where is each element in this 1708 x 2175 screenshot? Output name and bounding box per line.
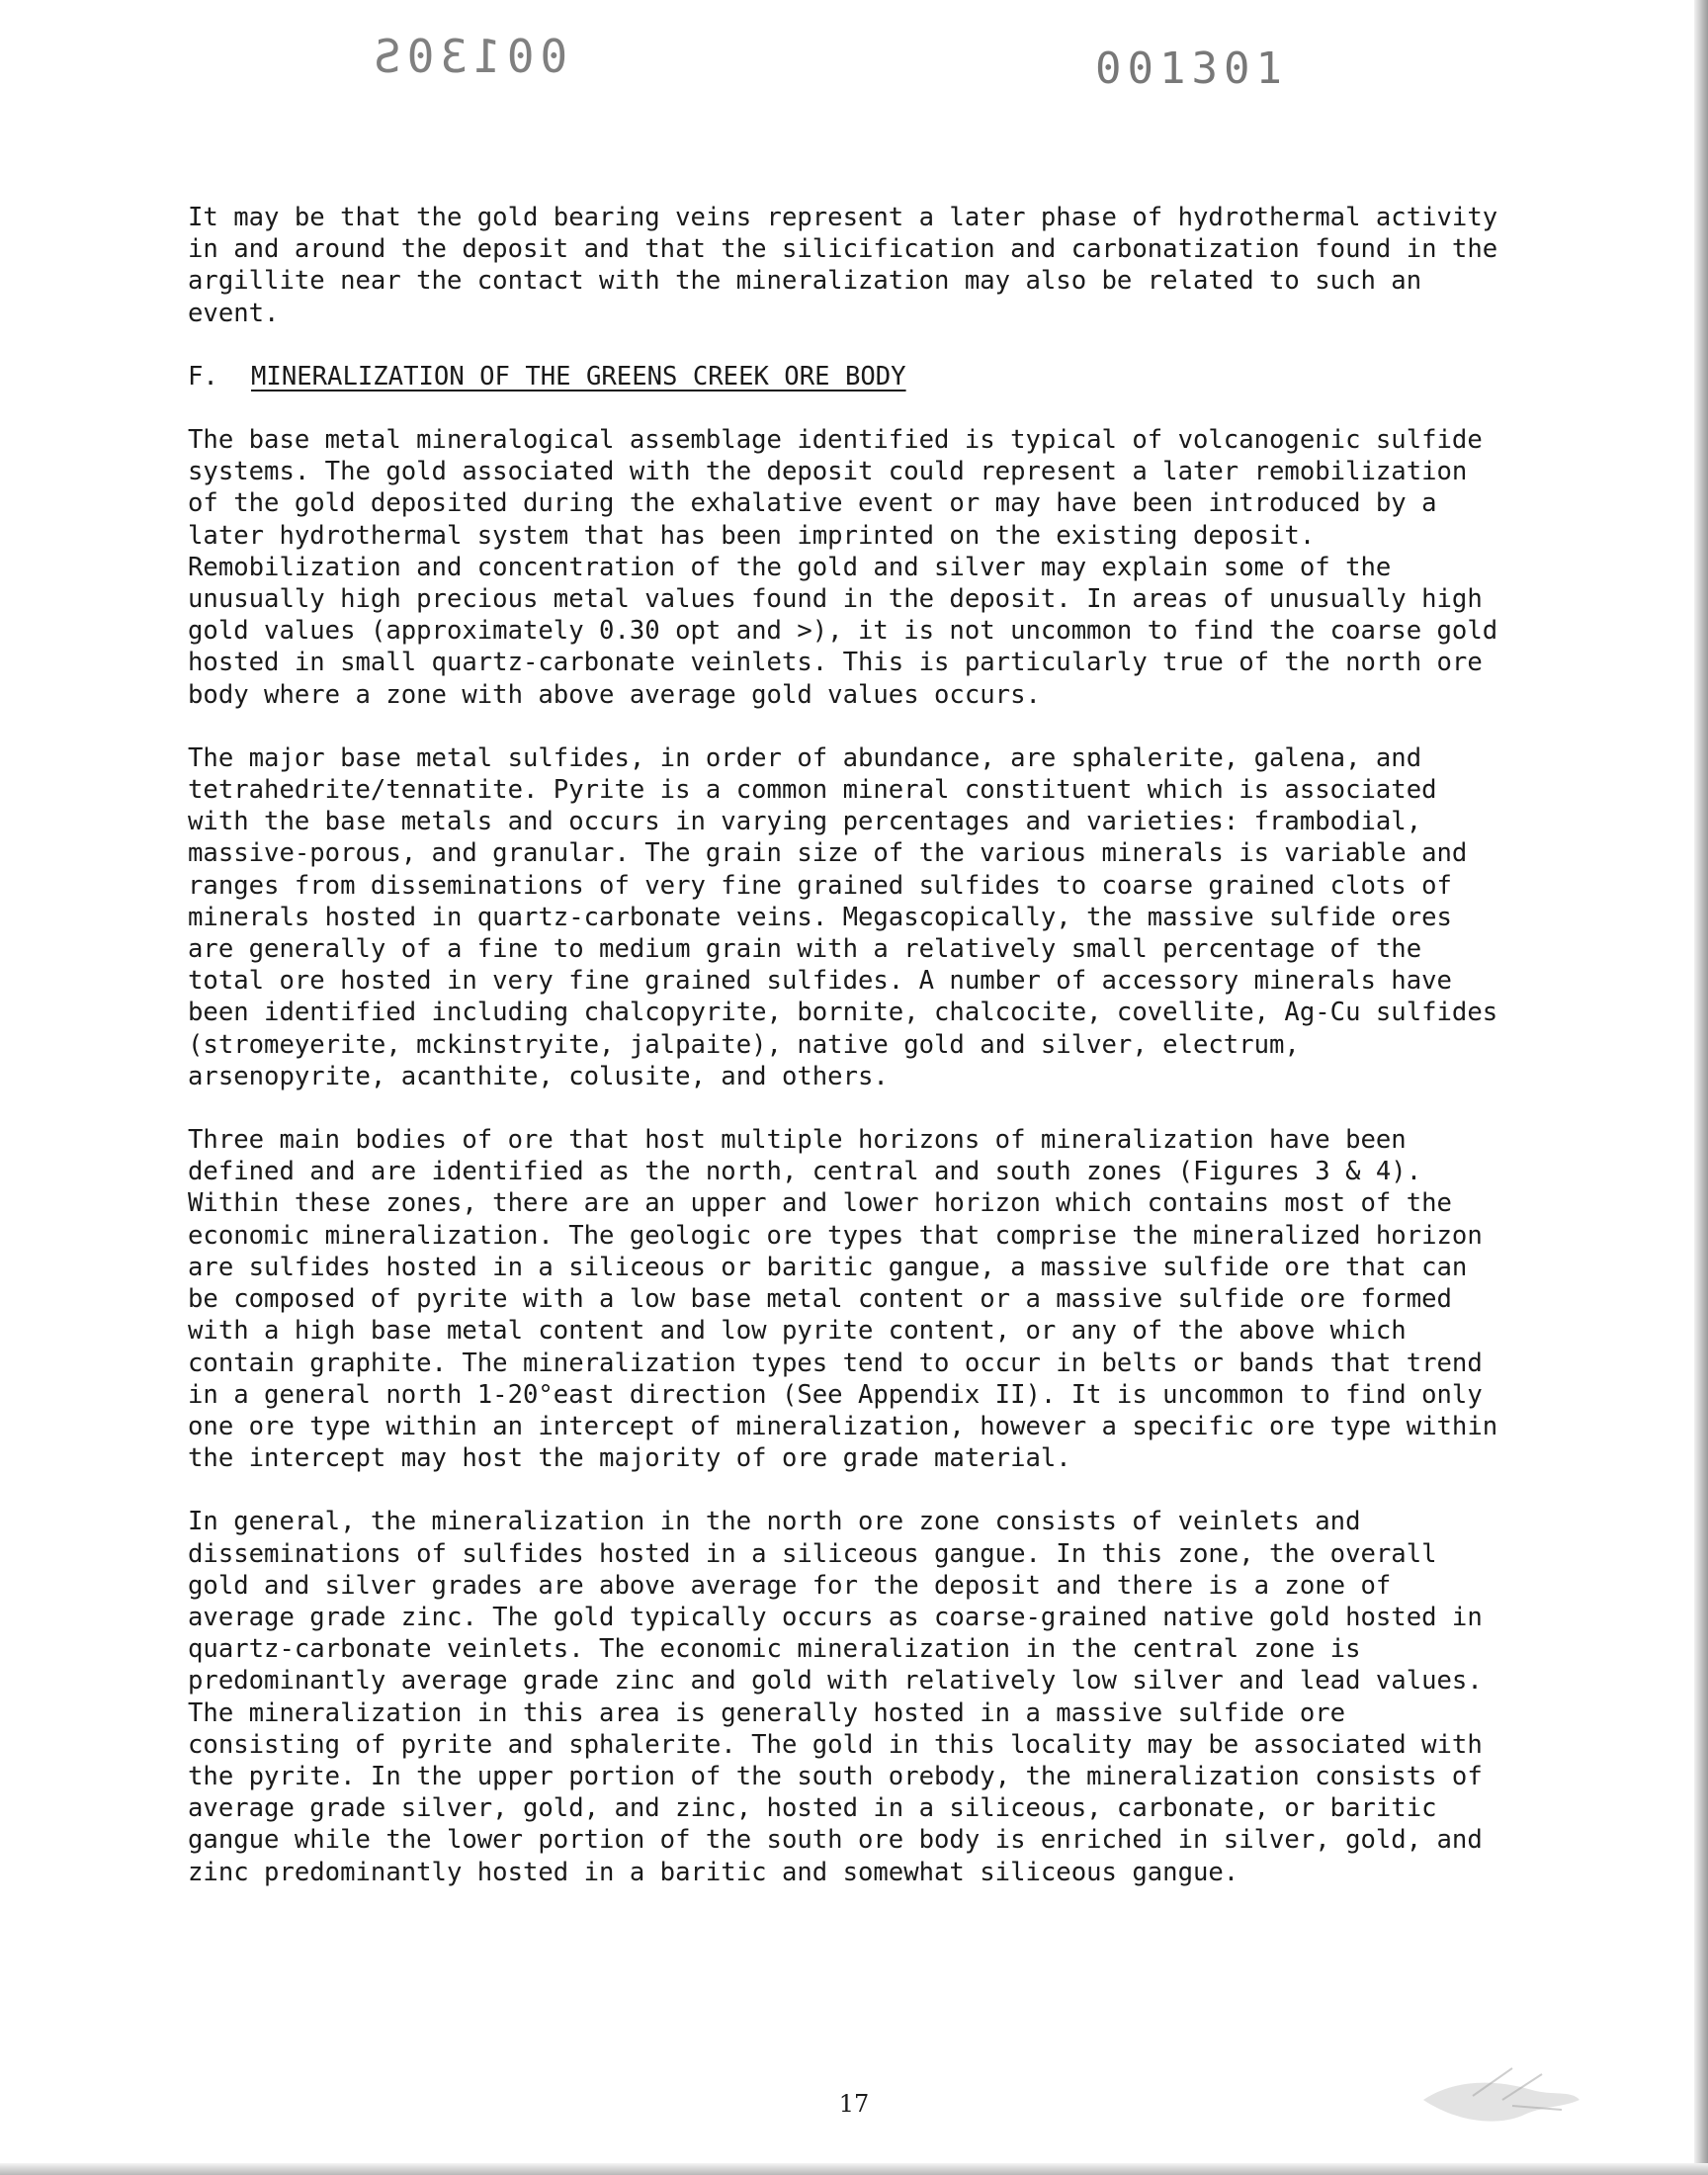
- scan-edge-right: [1694, 0, 1708, 2175]
- document-body: [188, 202, 1502, 1920]
- document-stamp-right: 001301: [1095, 44, 1288, 94]
- paragraph-ore-bodies: Three main bodies of ore that host multiple horizons of mineralization have been defined and are identified as the north, central and south zones (Figures 3 & 4). Within these zones, there are an upper and lower horizon which contains most of the economic mineralization. The geologic ore types that comprise the mineralized horizon are sulfides hosted in a siliceous or baritic gangue, a massive sulfide ore that can be composed of pyrite with a low base metal content or a massive sulfide ore formed with a high base metal content and low pyrite content, or any of the above which contain graphite. The mineralization types tend to occur in belts or bands that trend in a general north 1-20°east direction (See Appendix II). It is uncommon to find only one ore type within an intercept of mineralization, however a specific ore type within the intercept may host the majority of ore grade material.: [188, 1125, 1498, 1474]
- page-number: 17: [838, 2090, 870, 2118]
- scan-edge-bottom: [0, 2163, 1708, 2175]
- intro-paragraph: It may be that the gold bearing veins represent a later phase of hydrothermal activity in and around the deposit and that the silicification and carbonatization found in the argillite near the contact with the mineralization may also be related to such an event.: [188, 203, 1498, 328]
- paragraph-zones: In general, the mineralization in the north ore zone consists of veinlets and disseminations of sulfides hosted in a siliceous gangue. In this zone, the overall gold and silver grades are above average for the deposit and there is a zone of average grade zinc. The gold typically occurs as coarse-grained native gold hosted in quartz-carbonate veinlets. The economic mineralization in the central zone is predominantly average grade zinc and gold with relatively low silver and lead values. The mineralization in this area is generally hosted in a massive sulfide ore consisting of pyrite and sphalerite. The gold in this locality may be associated with the pyrite. In the upper portion of the south orebody, the mineralization consists of average grade silver, gold, and zinc, hosted in a siliceous, carbonate, or baritic gangue while the lower portion of the south ore body is enriched in silver, gold, and zinc predominantly hosted in a baritic and somewhat siliceous gangue.: [188, 1507, 1483, 1887]
- paragraph-sulfides: The major base metal sulfides, in order of abundance, are sphalerite, galena, and tetrahedrite/tennatite. Pyrite is a common mineral constituent which is associated with the base metals and occurs in varying percentages and varieties: frambodial, massive-porous, and granular. The grain size of the various minerals is variable and ranges from disseminations of very fine grained sulfides to coarse grained clots of minerals hosted in quartz-carbonate veins. Megascopically, the massive sulfide ores are generally of a fine to medium grain with a relatively small percentage of the total ore hosted in very fine grained sulfides. A number of accessory minerals have been identified including chalcopyrite, bornite, chalcocite, covellite, Ag-Cu sulfides (stromeyerite, mckinstryite, jalpaite), native gold and silver, electrum, arsenopyrite, acanthite, colusite, and others.: [188, 742, 1498, 1091]
- scan-smudge: [1413, 2060, 1581, 2133]
- section-letter: F.: [188, 361, 218, 392]
- document-stamp-left: 00130S: [368, 30, 568, 83]
- section-heading: [188, 361, 1502, 392]
- section-title: MINERALIZATION OF THE GREENS CREEK ORE BODY: [251, 361, 906, 392]
- paragraph-assemblage: The base metal mineralogical assemblage identified is typical of volcanogenic sulfide systems. The gold associated with the deposit could represent a later remobilization of the gold deposited during the exhalative event or may have been introduced by a later hydrothermal system that has been imprinted on the existing deposit. Remobilization and concentration of the gold and silver may explain some of the unusually high precious metal values found in the deposit. In areas of unusually high gold values (approximately 0.30 opt and >), it is not uncommon to find the coarse gold hosted in small quartz-carbonate veinlets. This is particularly true of the north ore body where a zone with above average gold values occurs.: [188, 425, 1498, 710]
